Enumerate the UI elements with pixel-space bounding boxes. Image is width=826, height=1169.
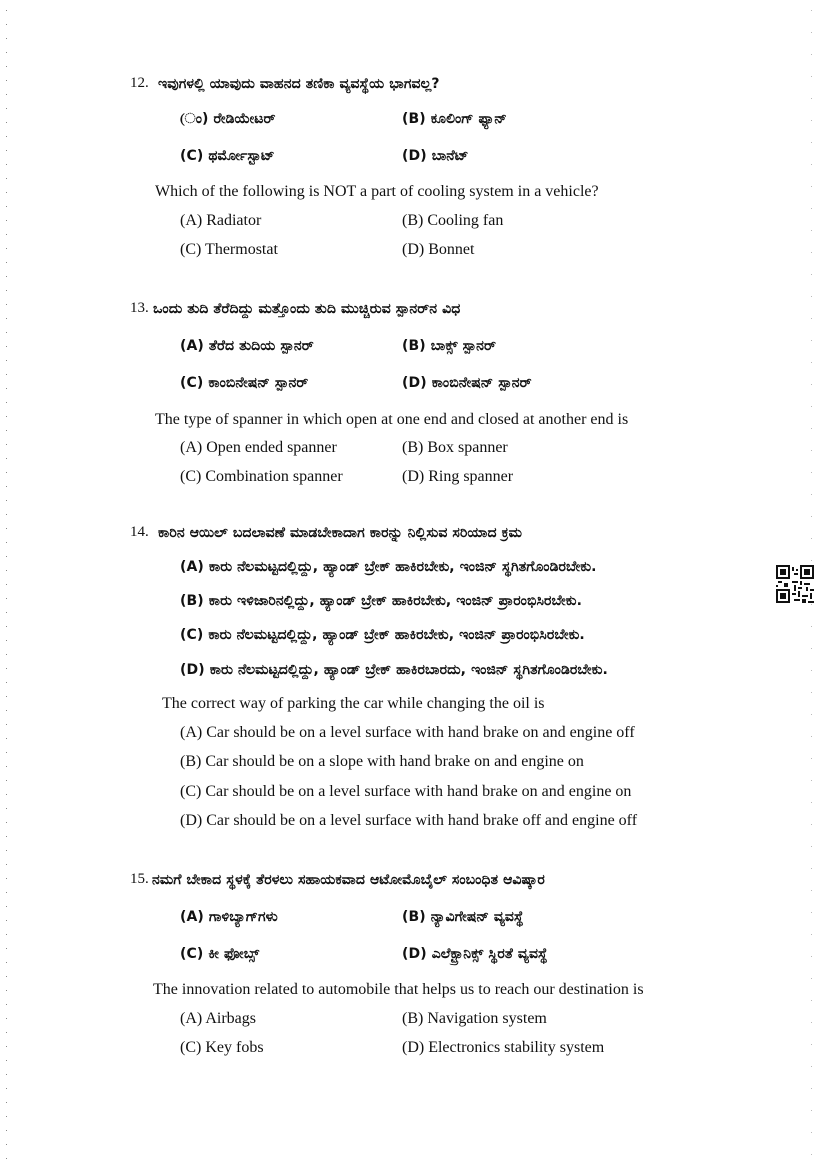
- option-d-english: (D) Ring spanner: [402, 468, 514, 485]
- option-c-kannada: (C) ಕಾಂಬಿನೇಷನ್ ಸ್ಪಾನರ್: [180, 375, 309, 391]
- option-a-english: (A) Open ended spanner: [180, 439, 337, 456]
- question-text-kannada: ನಮಗೆ ಬೇಕಾದ ಸ್ಥಳಕ್ಕೆ ತೆರಳಲು ಸಹಾಯಕವಾದ ಆಟೋಮೊಬೈಲ್ ಸಂಬಂಧಿತ ಆವಿಷ್ಕಾರ: [152, 872, 545, 888]
- option-b-english: (B) Navigation system: [402, 1010, 547, 1027]
- question-number: 14.: [130, 524, 149, 540]
- option-b-kannada: (B) ಕಾರು ಇಳಿಜಾರಿನಲ್ಲಿದ್ದು, ಹ್ಯಾಂಡ್ ಬ್ರೇಕ್ ಹಾಕಿರಬೇಕು, ಇಂಜಿನ್ ಪ್ರಾರಂಭಿಸಿರಬೇಕು.: [180, 593, 583, 609]
- left-margin-perforation: [6, 10, 7, 1160]
- option-b-kannada: (B) ಕೂಲಿಂಗ್ ಫ್ಯಾನ್: [402, 111, 507, 127]
- option-b-kannada: (B) ಬಾಕ್ಸ್ ಸ್ಪಾನರ್: [402, 338, 497, 354]
- option-d-kannada: (D) ಕಾಂಬಿನೇಷನ್ ಸ್ಪಾನರ್: [402, 375, 532, 391]
- option-d-english: (D) Electronics stability system: [402, 1039, 605, 1056]
- option-c-english: (C) Car should be on a level surface with hand brake on and engine on: [180, 783, 632, 800]
- option-d-english: (D) Bonnet: [402, 241, 475, 258]
- question-text-english: The type of spanner in which open at one end and closed at another end is: [155, 411, 629, 428]
- option-a-english: (A) Radiator: [180, 212, 262, 229]
- option-a-english: (A) Airbags: [180, 1010, 256, 1027]
- option-c-kannada: (C) ಕೀ ಫೋಬ್ಸ್: [180, 946, 260, 962]
- option-d-english: (D) Car should be on a level surface with hand brake off and engine off: [180, 812, 638, 829]
- option-d-kannada: (D) ಕಾರು ನೆಲಮಟ್ಟದಲ್ಲಿದ್ದು, ಹ್ಯಾಂಡ್ ಬ್ರೇಕ್ ಹಾಕಿರಬಾರದು, ಇಂಜಿನ್ ಸ್ಥಗಿತಗೊಂಡಿರಬೇಕು.: [180, 662, 608, 678]
- option-c-english: (C) Combination spanner: [180, 468, 343, 485]
- question-number: 13.: [130, 300, 149, 316]
- option-c-english: (C) Thermostat: [180, 241, 278, 258]
- option-b-english: (B) Cooling fan: [402, 212, 504, 229]
- option-b-english: (B) Box spanner: [402, 439, 508, 456]
- option-a-english: (A) Car should be on a level surface with hand brake on and engine off: [180, 724, 635, 741]
- question-text-kannada: ಇವುಗಳಲ್ಲಿ ಯಾವುದು ವಾಹನದ ತಣಿಕಾ ವ್ಯವಸ್ಥೆಯ ಭಾಗವಲ್ಲ?: [158, 76, 440, 92]
- option-a-kannada: (A) ಕಾರು ನೆಲಮಟ್ಟದಲ್ಲಿದ್ದು, ಹ್ಯಾಂಡ್ ಬ್ರೇಕ್ ಹಾಕಿರಬೇಕು, ಇಂಜಿನ್ ಸ್ಥಗಿತಗೊಂಡಿರಬೇಕು.: [180, 559, 597, 575]
- question-text-english: Which of the following is NOT a part of cooling system in a vehicle?: [155, 183, 599, 200]
- question-text-kannada: ಒಂದು ತುದಿ ತೆರೆದಿದ್ದು ಮತ್ತೊಂದು ತುದಿ ಮುಚ್ಚಿರುವ ಸ್ಪಾನರ್‌ನ ವಿಧ: [153, 301, 461, 317]
- option-c-kannada: (C) ಕಾರು ನೆಲಮಟ್ಟದಲ್ಲಿದ್ದು, ಹ್ಯಾಂಡ್ ಬ್ರೇಕ್ ಹಾಕಿರಬೇಕು, ಇಂಜಿನ್ ಪ್ರಾರಂಭಿಸಿರಬೇಕು.: [180, 627, 585, 643]
- option-a-kannada: (A) ತೆರೆದ ತುದಿಯ ಸ್ಪಾನರ್: [180, 338, 314, 354]
- option-b-kannada: (B) ನ್ಯಾವಿಗೇಷನ್ ವ್ಯವಸ್ಥೆ: [402, 909, 524, 925]
- question-text-english: The correct way of parking the car while changing the oil is: [162, 695, 545, 712]
- question-text-english: The innovation related to automobile that helps us to reach our destination is: [153, 981, 644, 998]
- question-number: 15.: [130, 871, 149, 887]
- option-a-kannada: (ಂ) ರೇಡಿಯೇಟರ್: [180, 111, 276, 127]
- option-c-english: (C) Key fobs: [180, 1039, 264, 1056]
- option-c-kannada: (C) ಥರ್ಮೋಸ್ಟಾಟ್: [180, 148, 275, 164]
- option-d-kannada: (D) ಬಾನೆಟ್: [402, 148, 469, 164]
- option-a-kannada: (A) ಗಾಳಿಬ್ಯಾಗ್‌ಗಳು: [180, 909, 278, 925]
- option-d-kannada: (D) ಎಲೆಕ್ಟ್ರಾನಿಕ್ಸ್ ಸ್ಥಿರತೆ ವ್ಯವಸ್ಥೆ: [402, 946, 548, 962]
- option-b-english: (B) Car should be on a slope with hand brake on and engine on: [180, 753, 584, 770]
- question-number: 12.: [130, 75, 149, 91]
- question-text-kannada: ಕಾರಿನ ಆಯಿಲ್ ಬದಲಾವಣೆ ಮಾಡಬೇಕಾದಾಗ ಕಾರನ್ನು ನಿಲ್ಲಿಸುವ ಸರಿಯಾದ ಕ್ರಮ: [158, 525, 522, 541]
- qr-code-icon: [776, 565, 814, 603]
